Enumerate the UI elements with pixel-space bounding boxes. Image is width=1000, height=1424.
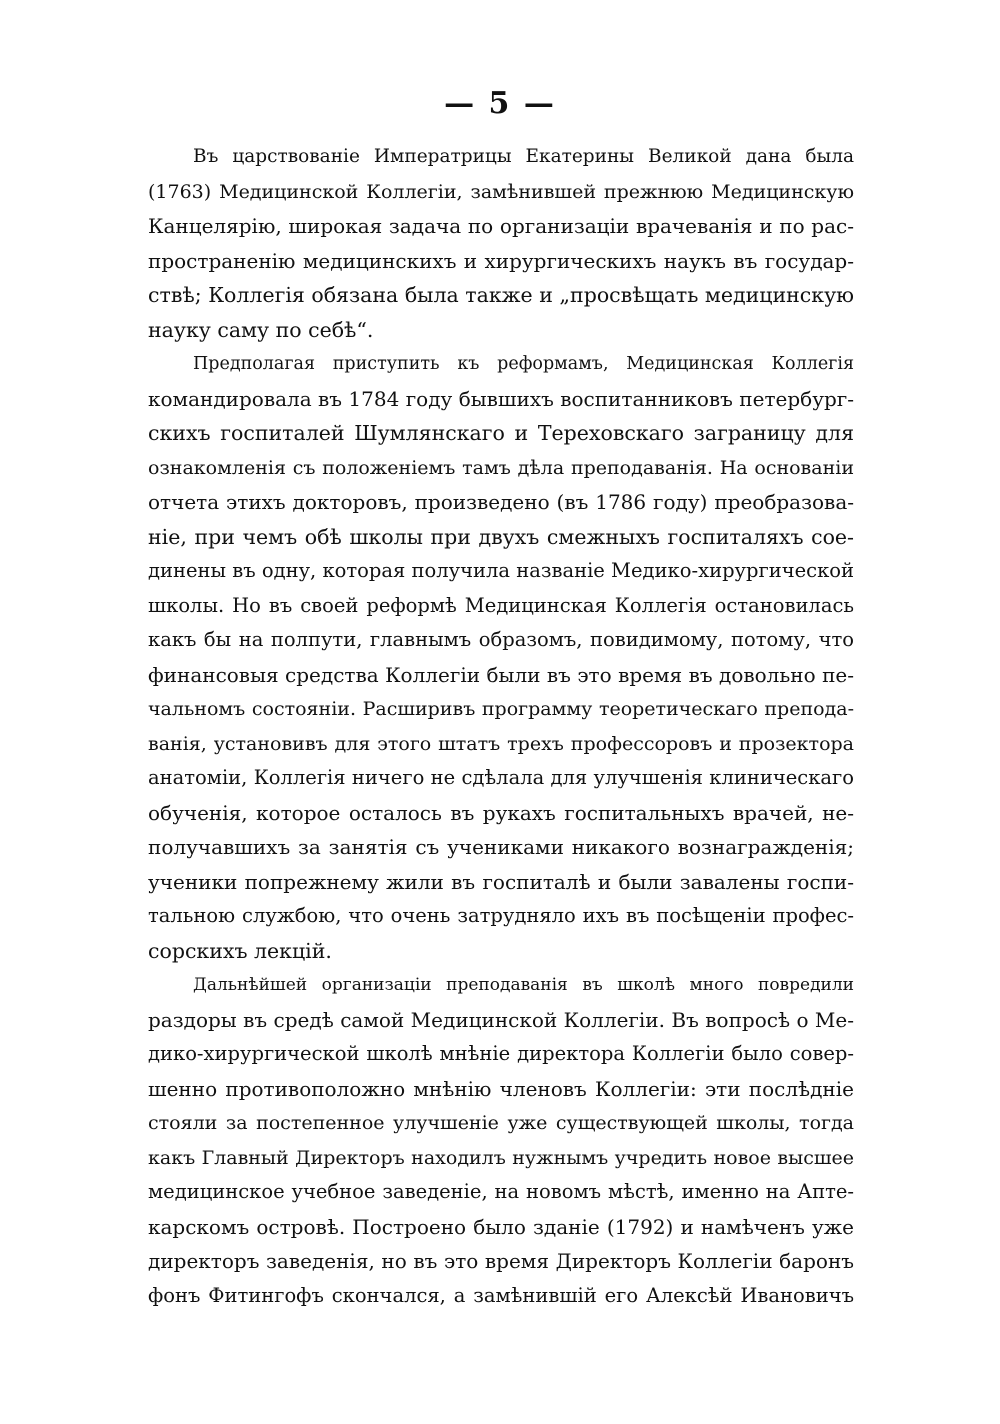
text-line: какъ Главный Директоръ находилъ нужнымъ учредить новое высшее [148, 1146, 854, 1169]
body-text [148, 140, 854, 1313]
text-line: (1763) Медицинской Коллегіи, замѣнившей прежнюю Медицинскую [148, 180, 854, 203]
text-line: скихъ госпиталей Шумлянскаго и Тереховскаго заграницу для [148, 421, 854, 445]
paragraph [148, 347, 854, 968]
text-line: сорскихъ лекцій. [148, 938, 332, 963]
text-line: финансовыя средства Коллегіи были въ это время въ довольно пе- [148, 662, 854, 687]
text-line: Въ царствованіе Императрицы Екатерины Великой дана была [193, 146, 854, 167]
paragraph [148, 140, 854, 347]
text-line: школы. Но въ своей реформѣ Медицинская Коллегія остановилась [148, 593, 854, 617]
text-line: директоръ заведенія, но въ это время Директоръ Коллегіи баронъ [148, 1249, 854, 1273]
text-line: науку саму по себѣ“. [148, 317, 374, 342]
text-line: ніе, при чемъ обѣ школы при двухъ смежныхъ госпиталяхъ сое- [148, 524, 854, 549]
text-line: получавшихъ за занятія съ учениками никакого вознагражденія; [148, 835, 854, 859]
text-line: шенно противоположно мнѣнію членовъ Коллегіи: эти послѣдніе [148, 1076, 854, 1101]
text-line: чальномъ состояніи. Расширивъ программу теоретическаго препода- [148, 698, 854, 720]
text-line: фонъ Фитингофъ скончался, а замѣнившій его Алексѣй Ивановичъ [148, 1283, 854, 1307]
text-line: какъ бы на полпути, главнымъ образомъ, повидимому, потому, что [148, 628, 854, 651]
text-line: стояли за постепенное улучшеніе уже существующей школы, тогда [148, 1112, 854, 1134]
paragraph [148, 968, 854, 1313]
text-line: карскомъ островѣ. Построено было зданіе (1792) и намѣченъ уже [148, 1214, 854, 1239]
text-line: командировала въ 1784 году бывшихъ воспитанниковъ петербург- [148, 386, 854, 411]
text-line: анатоміи, Коллегія ничего не сдѣлала для улучшенія клиническаго [148, 766, 854, 789]
text-line: динены въ одну, которая получила названіе Медико-хирургической [148, 559, 854, 582]
text-line: дико-хирургической школѣ мнѣніе директора Коллегіи было совер- [148, 1042, 854, 1065]
text-line: раздоры въ средѣ самой Медицинской Коллегіи. Въ вопросѣ о Ме- [148, 1007, 854, 1032]
text-line: отчета этихъ докторовъ, произведено (въ 1786 году) преобразова- [148, 490, 854, 514]
text-line: медицинское учебное заведеніе, на новомъ мѣстѣ, именно на Апте- [148, 1180, 854, 1203]
text-line: Предполагая приступить къ реформамъ, Медицинская Коллегія [193, 354, 854, 374]
page-number: — 5 — [444, 86, 556, 121]
text-line: Канцелярію, широкая задача по организаціи врачеванія и по рас- [148, 214, 854, 238]
text-line: ознакомленія съ положеніемъ тамъ дѣла преподаванія. На основаніи [148, 456, 854, 479]
text-line: обученія, которое осталось въ рукахъ госпитальныхъ врачей, не- [148, 800, 854, 825]
text-line: тальною службою, что очень затрудняло ихъ въ посѣщеніи профес- [148, 904, 854, 927]
text-line: пространенію медицинскихъ и хирургическихъ наукъ въ государ- [148, 248, 854, 273]
text-line: Дальнѣйшей организаціи преподаванія въ школѣ много повредили [193, 975, 854, 995]
text-line: ванія, установивъ для этого штатъ трехъ профессоровъ и прозектора [148, 732, 854, 755]
text-line: ствѣ; Коллегія обязана была также и „просвѣщать медицинскую [148, 283, 854, 307]
text-line: ученики попрежнему жили въ госпиталѣ и были завалены госпи- [148, 869, 854, 894]
